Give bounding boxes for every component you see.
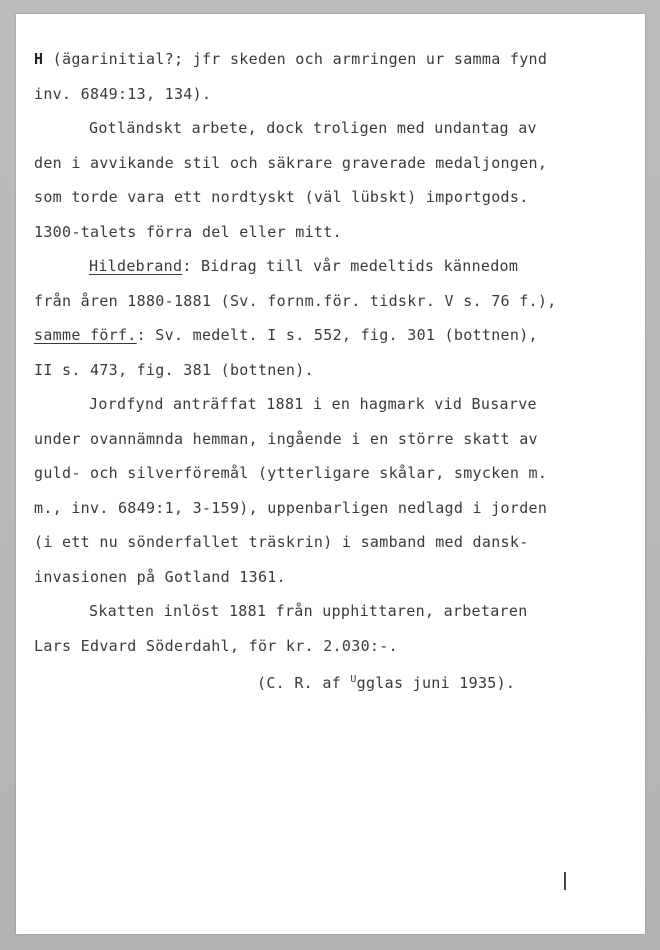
text-line: den i avvikande stil och säkrare graverade medaljongen, xyxy=(34,153,548,172)
reference-author: Hildebrand xyxy=(89,257,183,275)
paragraph-start: Jordfynd anträffat 1881 i en hagmark vid Busarve xyxy=(89,395,537,413)
text-line: H (ägarinitial?; jfr skeden och armringen ur samma fynd xyxy=(34,50,548,68)
text-line: Lars Edvard Söderdahl, för kr. 2.030:-. xyxy=(34,636,398,655)
text-line: under ovannämnda hemman, ingående i en större skatt av xyxy=(34,429,538,448)
text-line: II s. 473, fig. 381 (bottnen). xyxy=(34,360,314,379)
paragraph-start: Skatten inlöst 1881 från upphittaren, arbetaren xyxy=(89,602,528,620)
pencil-mark xyxy=(564,872,566,890)
owner-initial: H xyxy=(34,50,44,68)
text-line: 1300-talets förra del eller mitt. xyxy=(34,222,342,241)
text-line: invasionen på Gotland 1361. xyxy=(34,567,286,586)
catalog-card xyxy=(16,14,645,934)
reference-author: samme förf. xyxy=(34,326,137,344)
text-line: som torde vara ett nordtyskt (väl lübskt) importgods. xyxy=(34,188,529,206)
card-text xyxy=(34,42,644,698)
text-line: (i ett nu sönderfallet träskrin) i samband med dansk- xyxy=(34,533,529,551)
paragraph-start: Gotländskt arbete, dock troligen med undantag av xyxy=(89,119,537,137)
text-line: samme förf.: Sv. medelt. I s. 552, fig. 301 (bottnen), xyxy=(34,326,538,344)
paragraph-start: Hildebrand: Bidrag till vår medeltids kännedom xyxy=(89,257,519,275)
signature: (C. R. af $^U$gglas juni 1935). xyxy=(257,674,516,692)
text-line: guld- och silverföremål (ytterligare skålar, smycken m. xyxy=(34,464,548,482)
text-line: m., inv. 6849:1, 3-159), uppenbarligen nedlagd i jorden xyxy=(34,498,548,517)
text-line: från åren 1880-1881 (Sv. fornm.för. tidskr. V s. 76 f.), xyxy=(34,291,557,310)
text-line: inv. 6849:13, 134). xyxy=(34,84,212,103)
